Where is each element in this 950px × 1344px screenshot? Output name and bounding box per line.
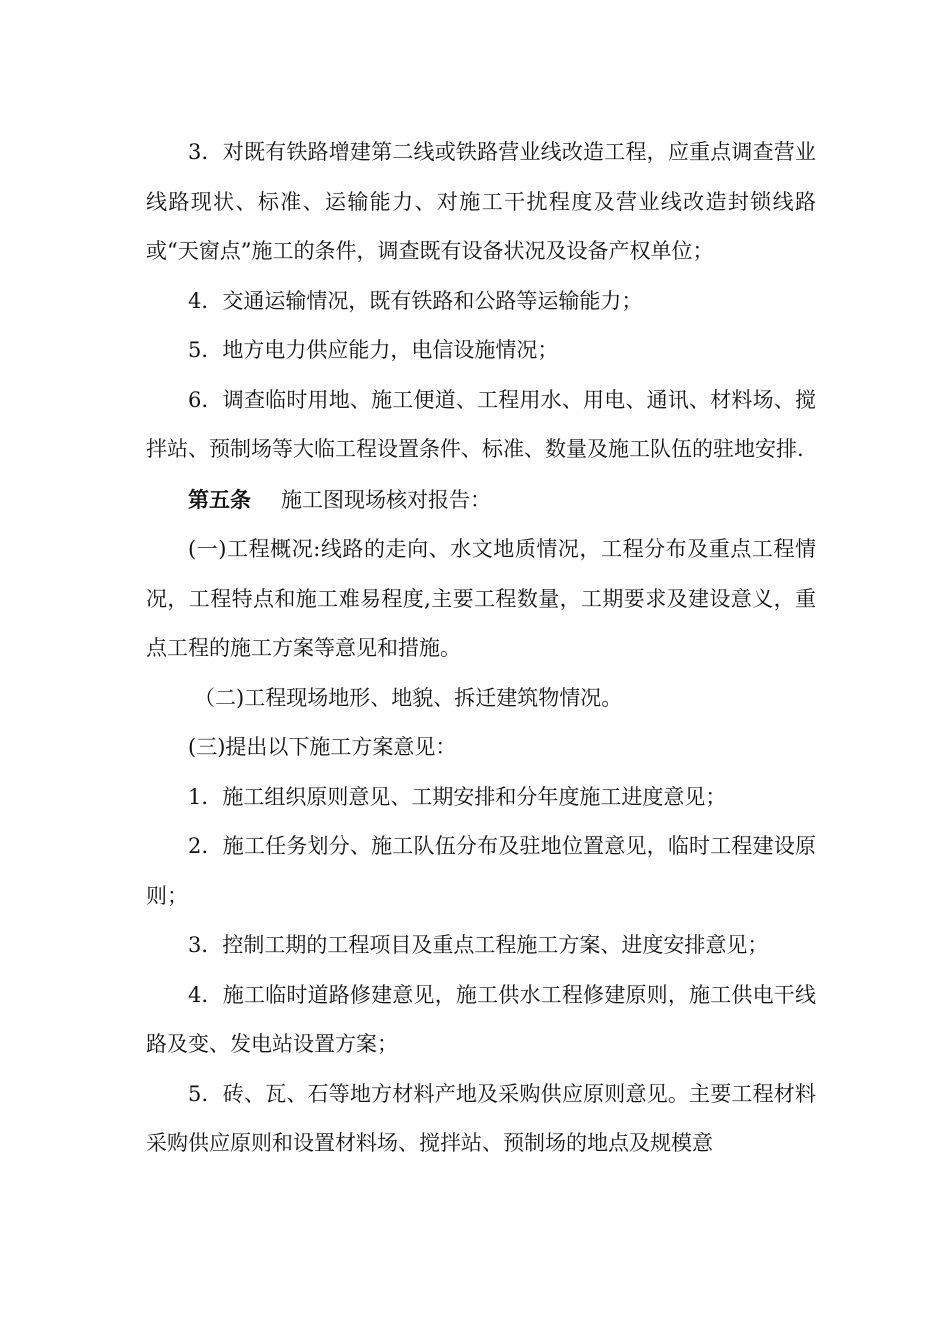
paragraph-plan-item-1: 1．施工组织原则意见、工期安排和分年度施工进度意见； [188, 784, 727, 809]
paragraph-plan-item-4: 4．施工临时道路修建意见，施工供水工程修建原则，施工供电干线路及变、发电站设置方案； [146, 982, 816, 1056]
paragraph-item-5-power-telecom: 5．地方电力供应能力，电信设施情况； [188, 338, 559, 362]
article-title: 施工图现场核对报告： [281, 487, 491, 512]
paragraph-section-2-site: （二)工程现场地形、地貌、拆迁建筑物情况。 [194, 685, 623, 710]
paragraph-item-4-transport: 4．交通运输情况，既有铁路和公路等运输能力； [188, 288, 643, 313]
paragraph-plan-item-3: 3．控制工期的工程项目及重点工程施工方案、进度安排意见； [188, 933, 769, 957]
document-body [146, 128, 816, 1169]
paragraph-section-3-plan: (三)提出以下施工方案意见： [188, 735, 457, 759]
paragraph-item-6-temporary-land: 6．调查临时用地、施工便道、工程用水、用电、通讯、材料场、搅拌站、预制场等大临工程设置条件、标准、数量及施工队伍的驻地安排. [146, 387, 816, 461]
article-heading [146, 475, 816, 526]
paragraph-plan-item-2: 2．施工任务划分、施工队伍分布及驻地位置意见，临时工程建设原则； [146, 834, 816, 908]
paragraph-plan-item-5: 5．砖、瓦、石等地方材料产地及采购供应原则意见。主要工程材料采购供应原则和设置材料场、搅拌站、预制场的地点及规模意 [146, 1081, 816, 1155]
paragraph-section-1-overview: (一)工程概况:线路的走向、水文地质情况，工程分布及重点工程情况，工程特点和施工难易程度,主要工程数量，工期要求及建设意义，重点工程的施工方案等意见和措施。 [146, 537, 816, 660]
article-number: 第五条 [188, 486, 251, 512]
paragraph-item-3-existing-railway: 3．对既有铁路增建第二线或铁路营业线改造工程，应重点调查营业线路现状、标准、运输能力、对施工干扰程度及营业线改造封锁线路或“天窗点”施工的条件，调查既有设备状况及设备产权单位； [146, 140, 816, 263]
